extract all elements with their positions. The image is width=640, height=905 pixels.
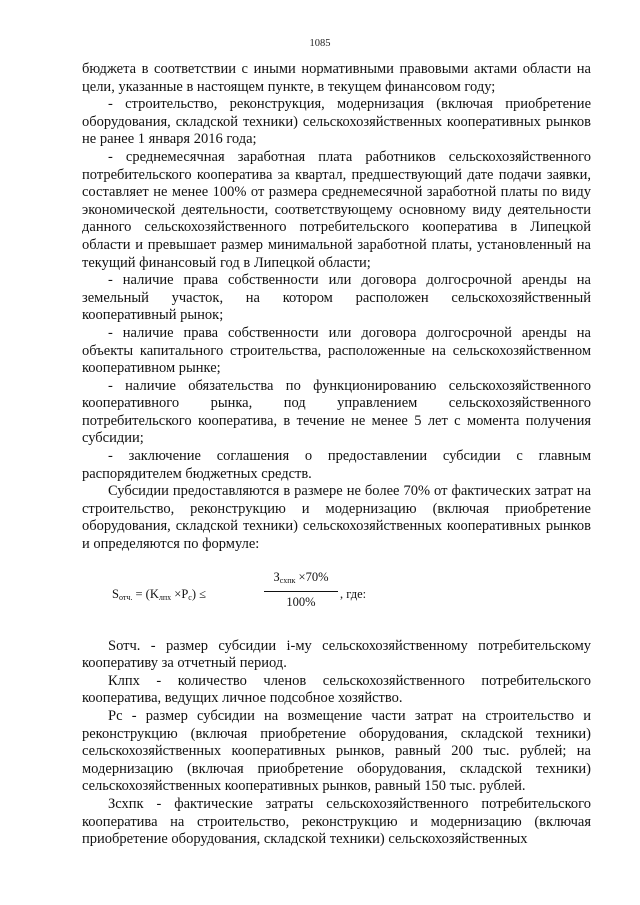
formula-s: S — [112, 586, 119, 601]
definition: Sотч. - размер субсидии i-му сельскохозяйственному потребительскому кооперативу за отчетный период. — [82, 637, 591, 672]
formula-numerator — [264, 569, 338, 593]
formula-num-rest: ×70% — [295, 569, 329, 584]
definition: Зсхпк - фактические затраты сельскохозяйственного потребительского кооператива на строительство, реконструкцию и модернизацию (включая приобретение оборудования, складской техники) сельскохозяйственных — [82, 795, 591, 848]
formula-num-z: З — [273, 569, 280, 584]
list-item: - наличие обязательства по функционированию сельскохозяйственного кооперативного рынка, под управлением сельскохозяйственного потребительского кооператива, в течение не менее 5 лет с момента получения субсидии; — [82, 377, 591, 447]
list-item: - наличие права собственности или договора долгосрочной аренды на земельный участок, на котором расположен сельскохозяйственный кооперативный рынок; — [82, 272, 591, 324]
definition: Клпх - количество членов сельскохозяйственного потребительского кооператива, ведущих личное подсобное хозяйство. — [82, 672, 591, 707]
list-item: - заключение соглашения о предоставлении субсидии с главным распорядителем бюджетных средств. — [82, 448, 591, 482]
formula-s-sub: отч. — [118, 592, 133, 602]
formula-eq-open: = (K — [132, 586, 159, 601]
page-number: 1085 — [309, 38, 331, 49]
definition: Рс - размер субсидии на возмещение части затрат на строительство и реконструкцию (включая приобретение оборудования, складской техники) сельскохозяйственных кооперативных рынков, равный 200 тыс. рублей; на модернизацию (включая приобретение оборудования, складской техники) сельскохозяйственных кооперативных рынков, равный 150 тыс. рублей. — [82, 708, 591, 795]
list-item: - наличие права собственности или договора долгосрочной аренды на объекты капитального строительства, расположенные на сельскохозяйственном кооперативном рынке; — [82, 324, 591, 377]
formula-times: ×P — [171, 586, 189, 601]
list-item: - среднемесячная заработная плата работников сельскохозяйственного потребительского кооператива за квартал, предшествующий дате подачи заявки, составляет не менее 100% от размера среднемесячной заработной платы по виду экономической деятельности, соответствующему основному виду деятельности данного сельскохозяйственного потребительского кооператива в Липецкой области и превышает размер минимальной заработной платы, установленный на текущий финансовый год в Липецкой области; — [82, 148, 591, 271]
list-item: - строительство, реконструкция, модернизация (включая приобретение оборудования, складской техники) сельскохозяйственных кооперативных рынков не ранее 1 января 2016 года; — [82, 96, 591, 148]
formula-denominator: 100% — [286, 595, 316, 610]
formula-fraction — [264, 569, 338, 612]
formula-left-side — [112, 586, 206, 607]
formula-num-sub: схпк — [279, 575, 296, 585]
formula-k-sub: лпх — [158, 592, 172, 602]
formula-p-sub: c — [188, 592, 192, 602]
subsidy-formula — [82, 564, 591, 624]
formula-tail: , где: — [340, 586, 367, 601]
formula-close-le: ) ≤ — [191, 586, 207, 601]
paragraph: Субсидии предоставляются в размере не более 70% от фактических затрат на строительство, реконструкцию и модернизацию (включая приобретение оборудования, складской техники) сельскохозяйственных кооперативных рынков и определяются по формуле: — [82, 483, 591, 553]
paragraph: бюджета в соответствии с иными нормативными правовыми актами области на цели, указанные в настоящем пункте, в текущем финансовом году; — [82, 61, 591, 95]
document-body — [82, 61, 591, 849]
